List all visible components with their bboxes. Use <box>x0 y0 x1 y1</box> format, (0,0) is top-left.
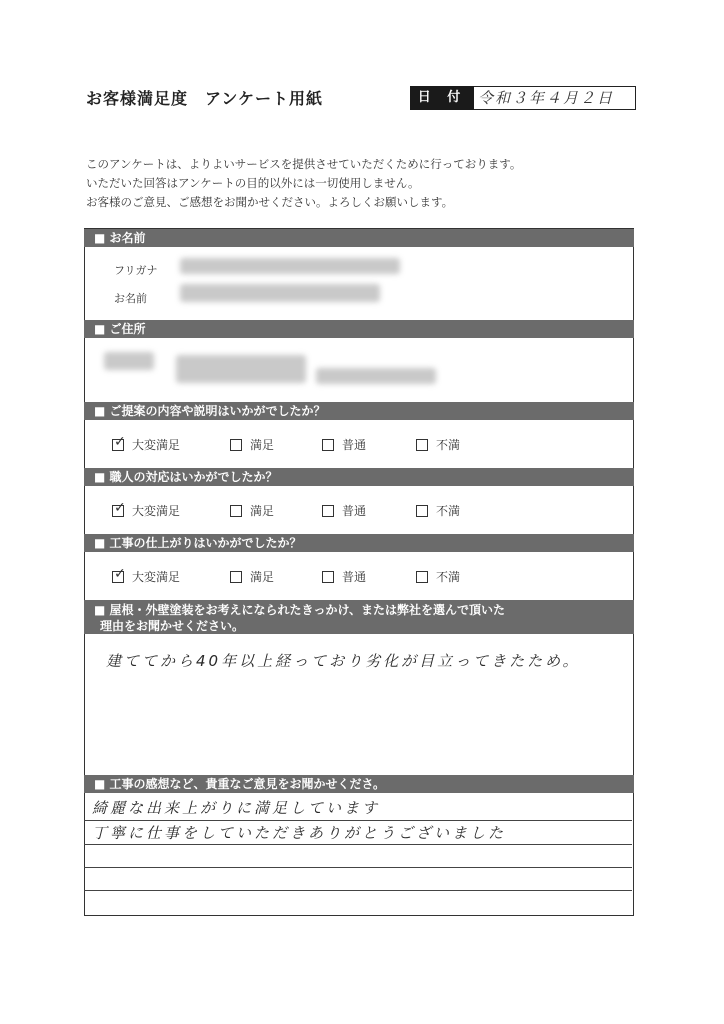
q1-option-very-satisfied[interactable] <box>112 433 181 453</box>
option-label: 普通 <box>342 570 367 584</box>
q1-option-satisfied[interactable] <box>230 436 274 453</box>
checkbox[interactable] <box>416 571 428 583</box>
feedback-heading: ■ 工事の感想など、貴重なご意見をお聞かせくださ。 <box>84 775 634 793</box>
q2-option-average[interactable] <box>322 502 366 519</box>
question-2-heading: ■ 職人の対応はいかがでしたか？ <box>84 468 634 486</box>
option-label: 満足 <box>250 504 275 518</box>
q3-option-average[interactable] <box>322 568 366 585</box>
address-redacted-3 <box>316 368 436 384</box>
check-mark-icon: ✓ <box>114 499 126 516</box>
reason-answer: 建ててから40年以上経っており劣化が目立ってきたため。 <box>106 652 581 670</box>
option-label: 普通 <box>342 438 367 452</box>
checkbox[interactable] <box>230 505 242 517</box>
ruled-line <box>84 867 632 868</box>
checkbox[interactable] <box>322 439 334 451</box>
q2-option-satisfied[interactable] <box>230 502 274 519</box>
ruled-line <box>84 890 632 891</box>
ruled-line <box>84 820 632 821</box>
question-3-heading: ■ 工事の仕上がりはいかがでしたか？ <box>84 534 634 552</box>
checkbox[interactable] <box>416 505 428 517</box>
name-redacted <box>180 284 380 302</box>
option-label: 満足 <box>250 438 275 452</box>
furigana-label: フリガナ <box>114 264 158 277</box>
option-label: 大変満足 <box>132 438 181 452</box>
q3-option-satisfied[interactable] <box>230 568 274 585</box>
q3-option-very-satisfied[interactable] <box>112 565 181 585</box>
option-label: 大変満足 <box>132 504 181 518</box>
q3-option-dissatisfied[interactable] <box>416 568 460 585</box>
check-mark-icon: ✓ <box>114 565 126 582</box>
checkbox[interactable] <box>416 439 428 451</box>
name-label: お名前 <box>114 292 147 305</box>
q1-option-dissatisfied[interactable] <box>416 436 460 453</box>
q1-option-average[interactable] <box>322 436 366 453</box>
date-value: 令和３年４月２日 <box>478 89 615 107</box>
reason-heading-line-1: ■ 屋根・外壁塗装をお考えになられたきっかけ、または弊社を選んで頂いた <box>94 603 506 617</box>
intro-line-2: いただいた回答はアンケートの目的以外には一切使用しません。 <box>86 176 420 190</box>
q2-option-very-satisfied[interactable] <box>112 499 181 519</box>
furigana-redacted <box>180 258 400 274</box>
checkbox[interactable] <box>322 571 334 583</box>
checkbox[interactable] <box>112 433 126 451</box>
checkbox[interactable] <box>230 439 242 451</box>
date-label: 日 付 <box>410 86 474 110</box>
option-label: 満足 <box>250 570 275 584</box>
name-heading: ■ お名前 <box>84 229 634 247</box>
checkbox[interactable] <box>112 499 126 517</box>
reason-heading-line-2: 理由をお聞かせください。 <box>100 619 245 633</box>
question-1-heading: ■ ご提案の内容や説明はいかがでしたか？ <box>84 402 634 420</box>
checkbox[interactable] <box>230 571 242 583</box>
q2-option-dissatisfied[interactable] <box>416 502 460 519</box>
address-heading: ■ ご住所 <box>84 320 634 338</box>
form-title: お客様満足度 アンケート用紙 <box>86 89 324 108</box>
feedback-line-2: 丁寧に仕事をしていただきありがとうございました <box>92 824 507 842</box>
checkbox[interactable] <box>112 565 126 583</box>
ruled-line <box>84 844 632 845</box>
intro-line-1: このアンケートは、よりよいサービスを提供させていただくために行っております。 <box>86 157 522 171</box>
option-label: 不満 <box>436 570 461 584</box>
option-label: 不満 <box>436 504 461 518</box>
check-mark-icon: ✓ <box>114 433 126 450</box>
option-label: 普通 <box>342 504 367 518</box>
address-redacted-1 <box>104 352 154 370</box>
reason-heading <box>84 600 634 634</box>
feedback-line-1: 綺麗な出来上がりに満足しています <box>92 799 381 817</box>
intro-line-3: お客様のご意見、ご感想をお聞かせください。よろしくお願いします。 <box>86 195 454 209</box>
option-label: 不満 <box>436 438 461 452</box>
checkbox[interactable] <box>322 505 334 517</box>
address-redacted-2 <box>176 355 306 383</box>
option-label: 大変満足 <box>132 570 181 584</box>
